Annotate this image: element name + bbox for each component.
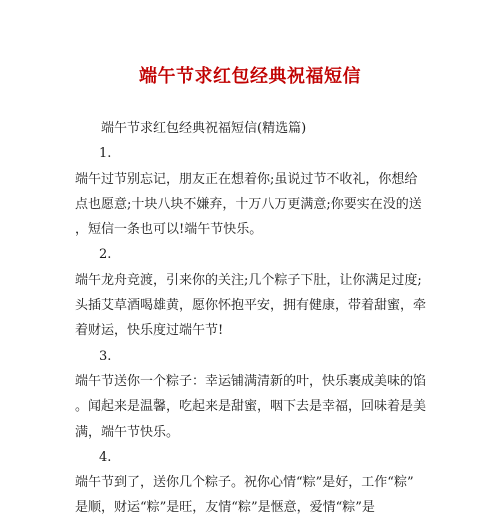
item-1-line-2: 点也愿意;十块八块不嫌弃，十万八万更满意;你要实在没的送 xyxy=(75,196,422,212)
item-number-1: 1. xyxy=(99,146,112,162)
item-1-line-3: ，短信一条也可以!端午节快乐。 xyxy=(75,222,263,238)
item-2-line-1: 端午龙舟竞渡，引来你的关注;几个粽子下肚，让你满足过度; xyxy=(75,272,422,288)
item-number-2: 2. xyxy=(99,247,112,263)
document-title: 端午节求红包经典祝福短信 xyxy=(139,66,361,87)
item-4-line-1: 端午节到了，送你几个粽子。祝你心情“粽”是好，工作“粽” xyxy=(75,475,414,491)
document-subtitle: 端午节求红包经典祝福短信(精选篇) xyxy=(101,121,307,136)
item-number-3: 3. xyxy=(99,348,112,364)
item-number-4: 4. xyxy=(99,449,112,465)
item-3-line-3: 满，端午节快乐。 xyxy=(75,424,180,440)
item-3-line-2: 。闻起来是温馨，吃起来是甜蜜，咽下去是幸福，回味着是美 xyxy=(75,399,427,415)
item-2-line-2: 头插艾草酒喝雄黄，愿你怀抱平安，拥有健康，带着甜蜜，牵 xyxy=(75,298,427,314)
item-1-line-1: 端午过节别忘记，朋友正在想着你;虽说过节不收礼，你想给 xyxy=(75,171,418,187)
item-2-line-3: 着财运，快乐度过端午节! xyxy=(75,323,224,339)
document-body xyxy=(75,116,433,521)
item-3-line-1: 端午节送你一个粽子：幸运铺满清新的叶，快乐裹成美味的馅 xyxy=(75,373,427,389)
item-4-line-2: 是顺，财运“粽”是旺，友情“粽”是惬意，爱情“粽”是 xyxy=(75,500,375,516)
